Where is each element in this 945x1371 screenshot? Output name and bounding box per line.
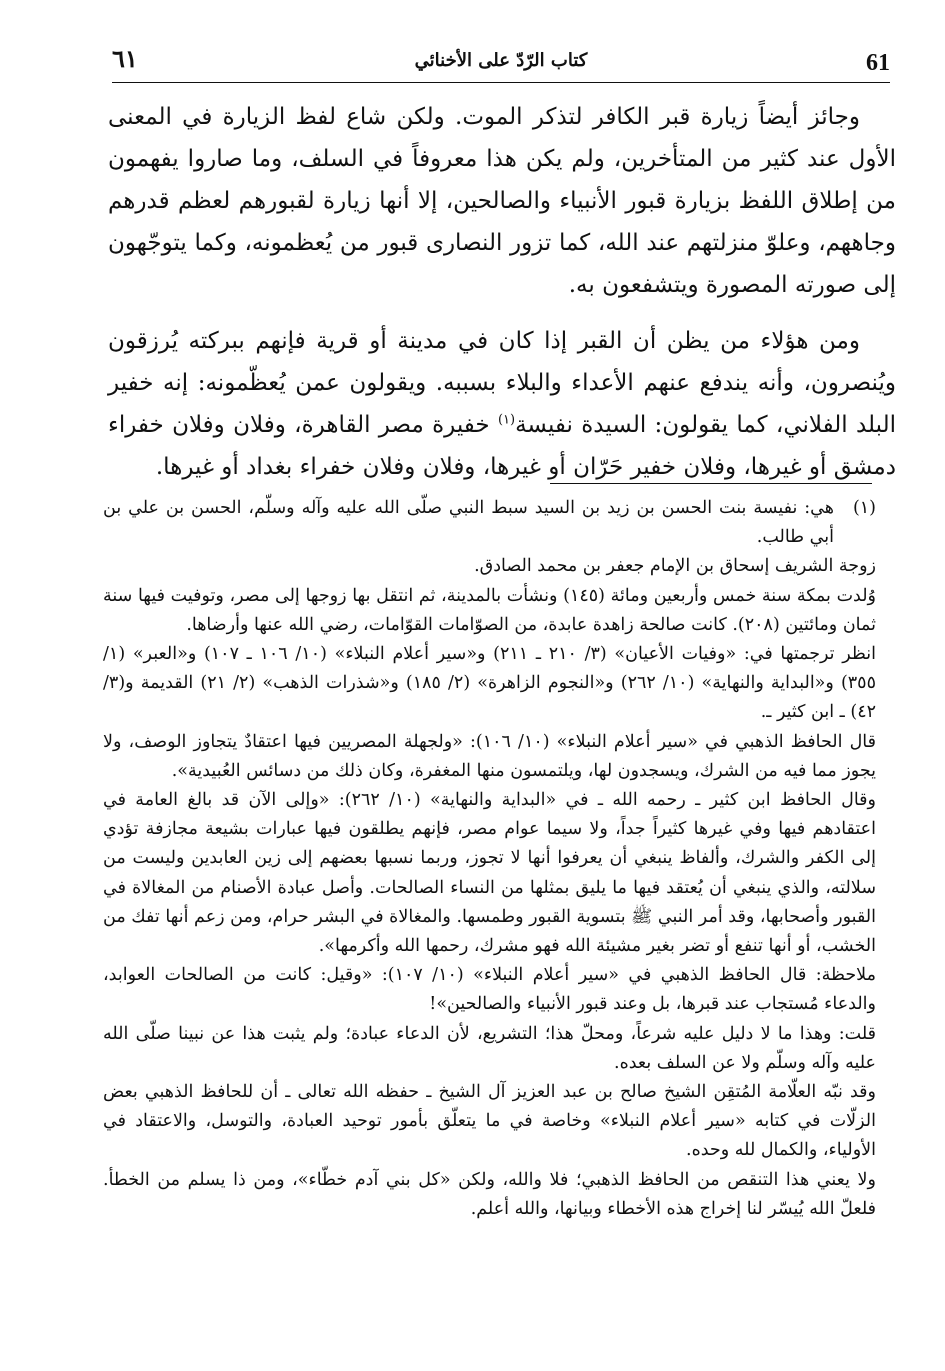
body-paragraph-2-start: ومن هؤلاء من يظن أن القبر إذا كان في مدينة أو قرية فإنهم ببركته يُرزقون ويُنصرون، وأنه يندفع عنهم الأعداء والبلاء بسببه. ويقولون عمن يُعظّمونه: إنه خفير البلد الفلاني، كما يقولون: السيدة نفيسة: [108, 328, 896, 438]
footnote-paragraph: ملاحظة: قال الحافظ الذهبي في «سير أعلام النبلاء» (١٠/ ١٠٧): «وقيل: كانت من الصالحات العوابد، والدعاء مُستجاب عند قبرها، بل وعند قبور الأنبياء والصالحين»!: [103, 965, 876, 1015]
footnote-paragraph: قال الحافظ الذهبي في «سير أعلام النبلاء» (١٠/ ١٠٦): «ولجهلة المصريين فيها اعتقادٌ يتجاوز الوصف، ولا يجوز مما فيه من الشرك، ويسجدون لها، ويلتمسون منها المغفرة، وكان ذلك من دسائس العُبيدية».: [103, 731, 876, 781]
footnote-reference[interactable]: (١): [497, 412, 516, 428]
running-title: كتاب الرّدّ على الأخنائي: [414, 50, 588, 71]
footnote-paragraph: قلت: وهذا ما لا دليل عليه شرعاً، ومحلّ هذا؛ التشريع، لأن الدعاء عبادة؛ ولم يثبت هذا عن نبينا صلّى الله عليه وآله وسلّم ولا عن السلف بعده.: [103, 1023, 876, 1073]
page-number-latin: 61: [866, 50, 890, 76]
footnote-paragraph: ولا يعني هذا التنقص من الحافظ الذهبي؛ فلا والله، ولكن «كل بني آدم خطّاء»، ومن ذا يسلم من الخطأ. فلعلّ الله يُيسّر لنا إخراج هذه الأخطاء وبيانها، والله أعلم.: [103, 1169, 876, 1219]
body-paragraph-2-end: خفيرة مصر القاهرة، وفلان وفلان خفراء دمشق أو غيرها، وفلان خفير حَرّان أو غيرها، وفلان وفلان خفراء بغداد أو غيرها.: [108, 412, 896, 480]
main-text: [108, 96, 896, 488]
footnote-1: [103, 494, 876, 552]
footnote-paragraph: وقال الحافظ ابن كثير ـ رحمه الله ـ في «البداية والنهاية» (١٠/ ٢٦٢): «وإلى الآن قد بالغ العامة في اعتقادهم فيها وفي غيرها كثيراً جداً، ولا سيما عوام مصر، فإنهم يطلقون فيها عبارات بشيعة مجازفة تؤدي إلى الكفر والشرك، وألفاظ ينبغي أن يعرفوا أنها لا تجوز، وربما نسبها بعضهم إلى زين العابدين وليست من سلالته، والذي ينبغي أن يُعتقد فيها ما يليق بمثلها من النساء الصالحات. وأصل عبادة الأصنام من المغالاة في القبور وأصحابها، وقد أمر النبي ﷺ بتسوية القبور وطمسها. والمغالاة في البشر حرام، ومن زعم أنها تفك من الخشب، أو أنها تنفع أو تضر بغير مشيئة الله فهو مشرك، رحمها الله وأكرمها».: [103, 790, 876, 957]
body-paragraph-1: وجائز أيضاً زيارة قبر الكافر لتذكر الموت. ولكن شاع لفظ الزيارة في المعنى الأول عند كثير من المتأخرين، ولم يكن هذا معروفاً في السلف، وما صاروا يفهمون من إطلاق اللفظ بزيارة قبور الأنبياء والصالحين، إلا أنها زيارة لقبورهم لعظم قدرهم وجاههم، وعلوّ منزلتهم عند الله، كما تزور النصارى قبور من يُعظمونه، وكما يتوجّهون إلى صورته المصورة ويتشفعون به.: [108, 104, 896, 298]
footnote-paragraph: وقد نبّه العلّامة المُتقِن الشيخ صالح بن عبد العزيز آل الشيخ ـ حفظه الله تعالى ـ أن للحافظ الذهبي بعض الزلّات في كتابه «سير أعلام النبلاء» وخاصة في ما يتعلّق بأمور توحيد العبادة، والتوسل، والاعتقاد في الأولياء، والكمال لله وحده.: [103, 1082, 876, 1161]
footnotes: [103, 494, 876, 1224]
footnote-paragraph: وُلدت بمكة سنة خمس وأربعين ومائة (١٤٥) ونشأت بالمدينة، ثم انتقل بها زوجها إلى مصر، وتوفيت فيها سنة ثمان ومائتين (٢٠٨). كانت صالحة زاهدة عابدة، من الصوّامات القوّامات، رضي الله عنها وأرضاها.: [103, 585, 877, 635]
page-number-arabic: ٦١: [112, 44, 138, 73]
footnote-paragraph: انظر ترجمتها في: «وفيات الأعيان» (٣/ ٢١٠ ـ ٢١١) و«سير أعلام النبلاء» (١٠/ ١٠٦ ـ ١٠٧) و«العبر» (١/ ٣٥٥) و«البداية والنهاية» (١٠/ ٢٦٢) و«النجوم الزاهرة» (٢/ ١٨٥) و«شذرات الذهب» (٢/ ٢١) القديمة و(٣/ ٤٢) ـ ابن كثير ـ.: [103, 644, 876, 723]
footnote-marker: (١): [852, 498, 876, 518]
body-paragraph-2: [108, 320, 896, 488]
footnote-paragraph: زوجة الشريف إسحاق بن الإمام جعفر بن محمد الصادق.: [474, 556, 876, 577]
header-rule: [112, 82, 890, 83]
footnote-1-text: هي: نفيسة بنت الحسن بن زيد بن السيد سبط النبي صلّى الله عليه وآله وسلّم، الحسن بن علي بن أبي طالب.: [103, 498, 834, 548]
page-header: [112, 40, 890, 84]
footnote-separator: [550, 483, 872, 484]
